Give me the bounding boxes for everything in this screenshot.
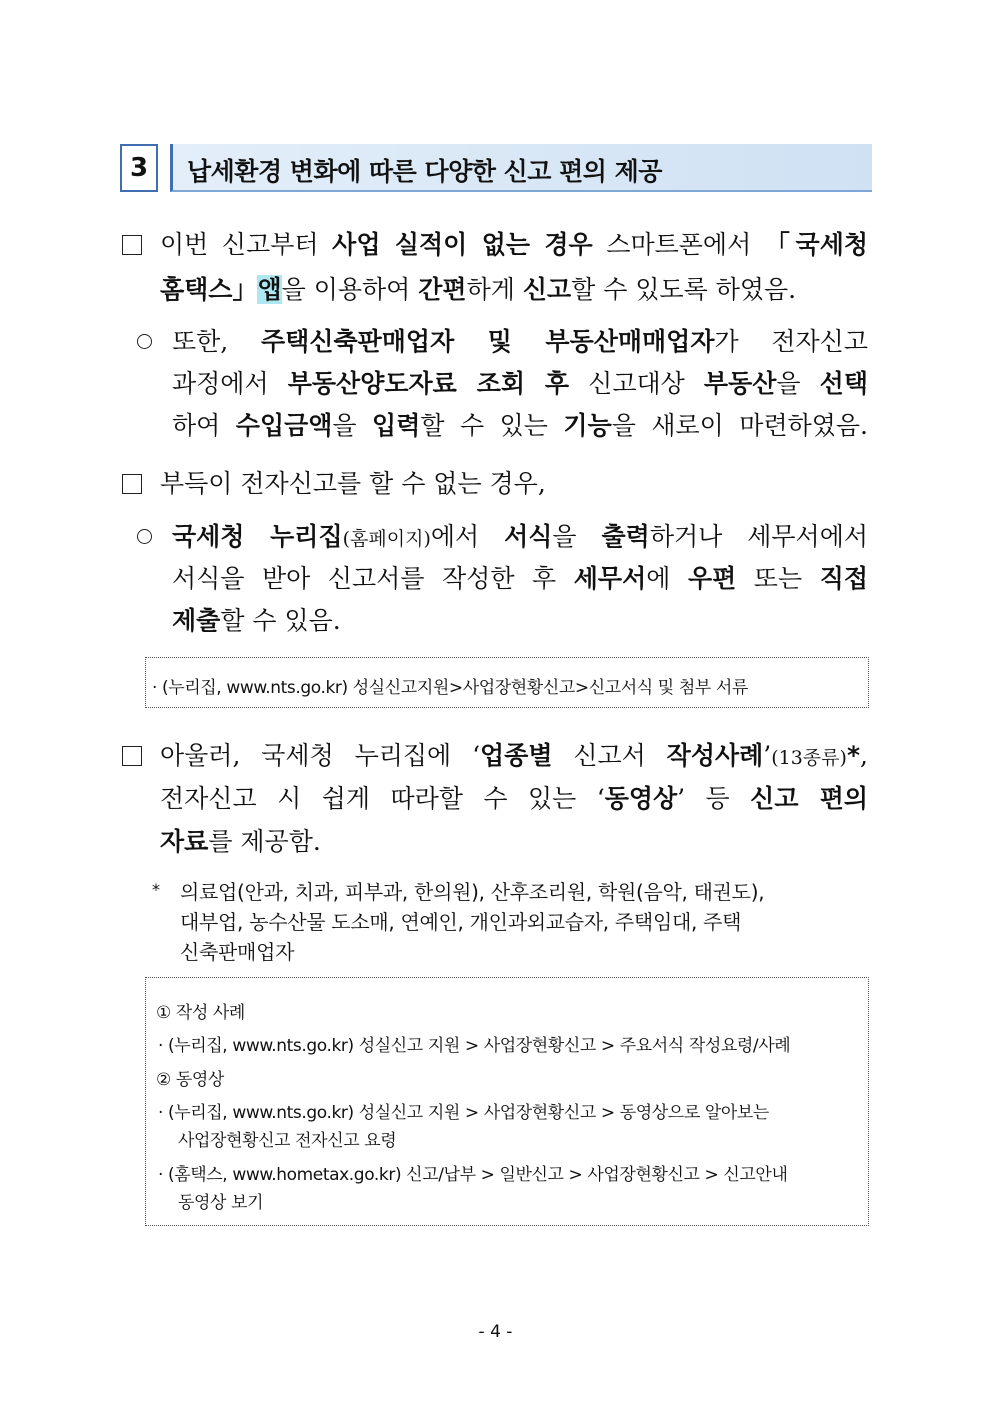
p5-line3: 자료를 제공함.: [160, 827, 321, 856]
p5-line2: 전자신고 시 쉽게 따라할 수 있는 ‘동영상’ 등 신고 편의: [160, 784, 868, 813]
p2-line2: 과정에서 부동산양도자료 조회 후 신고대상 부동산을 선택: [172, 369, 868, 398]
circle-bullet-icon: [137, 529, 152, 544]
square-bullet-icon: [122, 746, 142, 766]
video-path-hometax-cont: 동영상 보기: [178, 1193, 264, 1213]
p1-line2: 홈택스」앱을 이용하여 간편하게 신고할 수 있도록 하였음.: [160, 275, 797, 304]
section-title-bar: [170, 144, 872, 192]
video-path-hometax: · (홈택스, www.hometax.go.kr) 신고/납부 > 일반신고 > 사업장현황신고 > 신고안내: [158, 1165, 788, 1185]
section-number: 3: [120, 144, 158, 192]
footnote-marker: *: [152, 880, 160, 899]
p4-line2: 서식을 받아 신고서를 작성한 후 세무서에 우편 또는 직접: [172, 564, 868, 593]
section-title: 납세환경 변화에 따른 다양한 신고 편의 제공: [187, 157, 662, 186]
p1-line1: 이번 신고부터 사업 실적이 없는 경우 스마트폰에서 「국세청: [160, 230, 869, 259]
square-bullet-icon: [122, 235, 142, 255]
reference-box-forms: [145, 657, 869, 708]
video-heading: ② 동영상: [156, 1070, 224, 1090]
p2-line1: 또한, 주택신축판매업자 및 부동산매매업자가 전자신고: [172, 327, 868, 356]
highlighted-word: 앱: [257, 275, 282, 304]
example-heading: ① 작성 사례: [156, 1003, 245, 1023]
square-bullet-icon: [122, 474, 142, 494]
p5-line1: 아울러, 국세청 누리집에 ‘업종별 신고서 작성사례’(13종류)*,: [160, 741, 868, 770]
section-header: [120, 144, 872, 196]
p4-line3: 제출할 수 있음.: [172, 606, 341, 635]
video-path-nts-cont: 사업장현황신고 전자신고 요령: [178, 1131, 397, 1151]
reference-forms-path: · (누리집, www.nts.go.kr) 성실신고지원>사업장현황신고>신고서식 및 첨부 서류: [152, 678, 748, 698]
footnote-line2: 대부업, 농수산물 도소매, 연예인, 개인과외교습자, 주택임대, 주택: [180, 910, 742, 934]
video-path-nts: · (누리집, www.nts.go.kr) 성실신고 지원 > 사업장현황신고 > 동영상으로 알아보는: [158, 1103, 769, 1123]
p4-line1: 국세청 누리집(홈페이지)에서 서식을 출력하거나 세무서에서: [172, 522, 868, 551]
footnote-line3: 신축판매업자: [180, 940, 295, 964]
reference-box-examples: [145, 977, 869, 1226]
p3-line1: 부득이 전자신고를 할 수 없는 경우,: [160, 469, 546, 498]
example-path: · (누리집, www.nts.go.kr) 성실신고 지원 > 사업장현황신고 > 주요서식 작성요령/사례: [158, 1036, 791, 1056]
footnote-line1: 의료업(안과, 치과, 피부과, 한의원), 산후조리원, 학원(음악, 태권도),: [180, 880, 765, 904]
page-number: - 4 -: [478, 1322, 513, 1342]
p2-line3: 하여 수입금액을 입력할 수 있는 기능을 새로이 마련하였음.: [172, 411, 868, 440]
circle-bullet-icon: [137, 334, 152, 349]
